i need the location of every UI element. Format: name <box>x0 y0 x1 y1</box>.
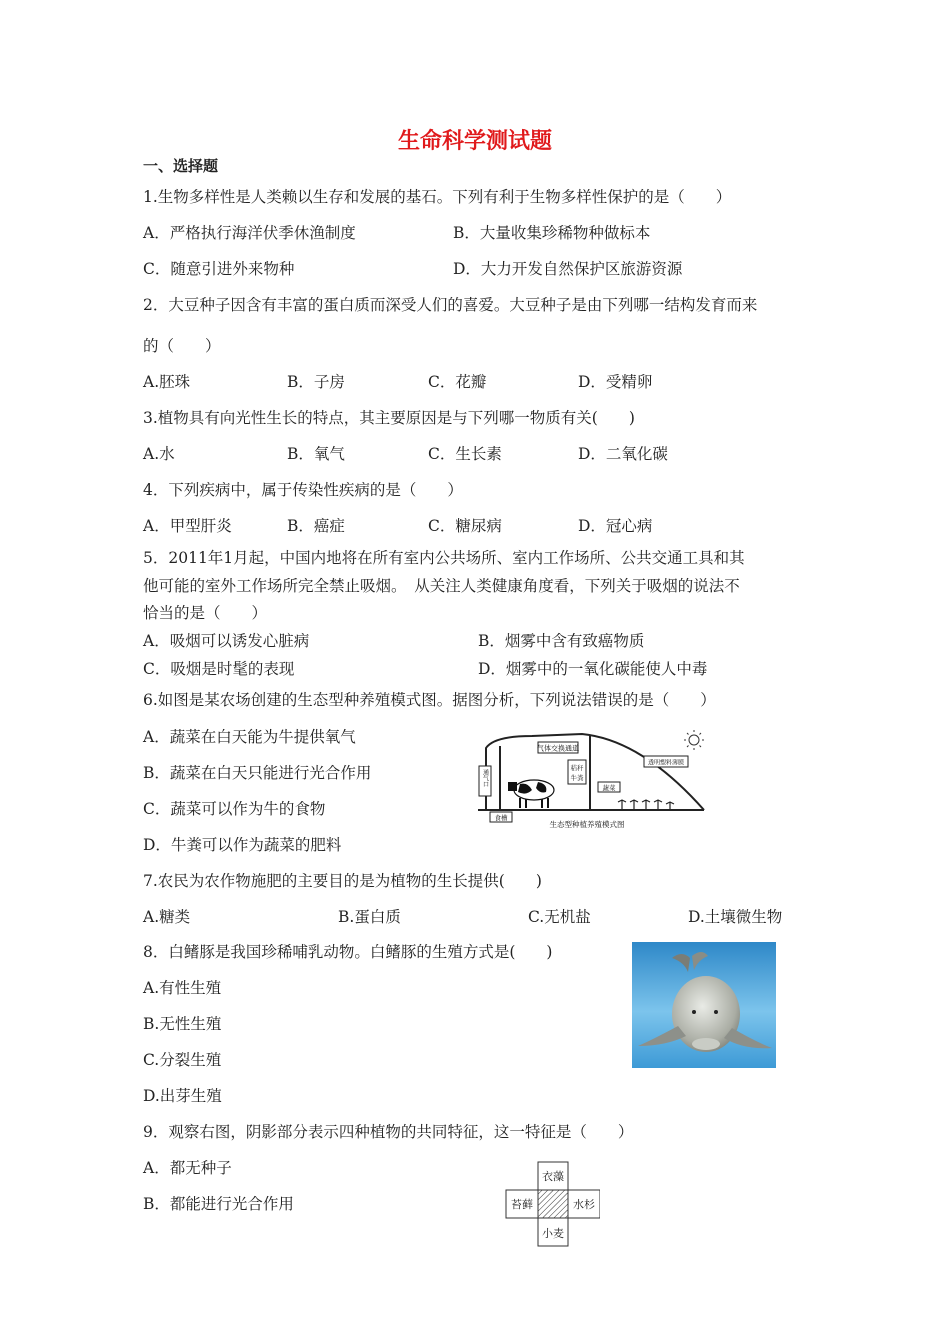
q4-option-a: A．甲型肝炎 <box>143 517 232 535</box>
label-vent: 通气口 <box>481 769 489 787</box>
q2-stem-line1: 2．大豆种子因含有丰富的蛋白质而深受人们的喜爱。大豆种子是由下列哪一结构发育而来 <box>143 296 758 314</box>
q7-option-d: D.土壤微生物 <box>688 908 783 926</box>
q7-option-c: C.无机盐 <box>528 908 591 926</box>
shared-feature-area <box>538 1190 568 1218</box>
q5-stem-line2: 他可能的室外工作场所完全禁止吸烟。 从关注人类健康角度看，下列关于吸烟的说法不 <box>143 577 740 595</box>
q4-stem: 4．下列疾病中，属于传染性疾病的是（ ） <box>143 481 463 499</box>
label-veg: 蔬菜 <box>602 784 616 792</box>
q2-option-a: A.胚珠 <box>143 373 191 391</box>
q6-option-c: C．蔬菜可以作为牛的食物 <box>143 800 326 818</box>
q2-option-d: D．受精卵 <box>578 373 653 391</box>
q1-option-d: D．大力开发自然保护区旅游资源 <box>453 260 683 278</box>
plant-features-cross-diagram <box>504 1160 600 1248</box>
q2-option-c: C．花瓣 <box>428 373 487 391</box>
q8-option-b: B.无性生殖 <box>143 1015 222 1033</box>
q6-option-b: B．蔬菜在白天只能进行光合作用 <box>143 764 372 782</box>
q7-stem: 7.农民为农作物施肥的主要目的是为植物的生长提供( ) <box>143 872 542 890</box>
q7-option-b: B.蛋白质 <box>338 908 401 926</box>
q8-option-d: D.出芽生殖 <box>143 1087 222 1105</box>
label-left: 苔藓 <box>511 1198 533 1211</box>
q4-option-c: C．糖尿病 <box>428 517 502 535</box>
q5-option-a: A．吸烟可以诱发心脏病 <box>143 632 310 650</box>
label-gas: 气体交换通道 <box>537 744 579 753</box>
q3-option-d: D．二氧化碳 <box>578 445 668 463</box>
cow-icon <box>508 780 554 808</box>
q1-option-a: A．严格执行海洋伏季休渔制度 <box>143 224 356 242</box>
label-right: 水杉 <box>573 1198 595 1211</box>
q8-option-c: C.分裂生殖 <box>143 1051 222 1069</box>
q5-stem-line3: 恰当的是（ ） <box>143 604 268 622</box>
q7-option-a: A.糖类 <box>143 908 191 926</box>
label-trough: 食槽 <box>494 814 508 822</box>
q1-option-b: B．大量收集珍稀物种做标本 <box>453 224 651 242</box>
q5-option-b: B．烟雾中含有致癌物质 <box>478 632 645 650</box>
q5-option-d: D．烟雾中的一氧化碳能使人中毒 <box>478 660 708 678</box>
q5-option-c: C．吸烟是时髦的表现 <box>143 660 295 678</box>
q3-option-c: C．生长素 <box>428 445 502 463</box>
diagram-caption: 生态型种植养殖模式图 <box>549 820 625 829</box>
q3-option-b: B．氧气 <box>287 445 345 463</box>
q9-stem: 9．观察右图，阴影部分表示四种植物的共同特征，这一特征是（ ） <box>143 1123 634 1141</box>
label-top: 衣藻 <box>542 1170 564 1183</box>
label-straw: 秸秆 <box>570 764 584 772</box>
label-bottom: 小麦 <box>542 1227 564 1240</box>
q2-option-b: B．子房 <box>287 373 345 391</box>
q6-stem: 6.如图是某农场创建的生态型种养殖模式图。据图分析，下列说法错误的是（ ） <box>143 691 716 709</box>
q6-option-a: A．蔬菜在白天能为牛提供氧气 <box>143 728 356 746</box>
page-title: 生命科学测试题 <box>397 129 552 154</box>
q9-option-b: B．都能进行光合作用 <box>143 1195 294 1213</box>
q1-stem: 1.生物多样性是人类赖以生存和发展的基石。下列有利于生物多样性保护的是（ ） <box>143 188 732 206</box>
vegetable-icons <box>618 800 674 810</box>
q4-option-d: D．冠心病 <box>578 517 653 535</box>
q8-option-a: A.有性生殖 <box>143 979 222 997</box>
q9-option-a: A．都无种子 <box>143 1159 232 1177</box>
section-heading: 一、选择题 <box>143 157 219 175</box>
farm-model-diagram <box>472 726 712 832</box>
q3-stem: 3.植物具有向光性生长的特点，其主要原因是与下列哪一物质有关( ) <box>143 409 635 427</box>
q6-option-d: D．牛粪可以作为蔬菜的肥料 <box>143 836 342 854</box>
q4-option-b: B．癌症 <box>287 517 345 535</box>
baiji-dolphin-photo <box>632 942 776 1068</box>
q2-stem-line2: 的（ ） <box>143 337 221 355</box>
q3-option-a: A.水 <box>143 445 175 463</box>
sun-icon <box>684 730 704 750</box>
q5-stem-line1: 5．2011年1月起，中国内地将在所有室内公共场所、室内工作场所、公共交通工具和其 <box>143 549 745 567</box>
q8-stem: 8．白鳍豚是我国珍稀哺乳动物。白鳍豚的生殖方式是( ) <box>143 943 553 961</box>
label-dung: 牛粪 <box>570 774 584 782</box>
q1-option-c: C．随意引进外来物种 <box>143 260 295 278</box>
label-film: 透明塑料薄膜 <box>647 759 685 767</box>
